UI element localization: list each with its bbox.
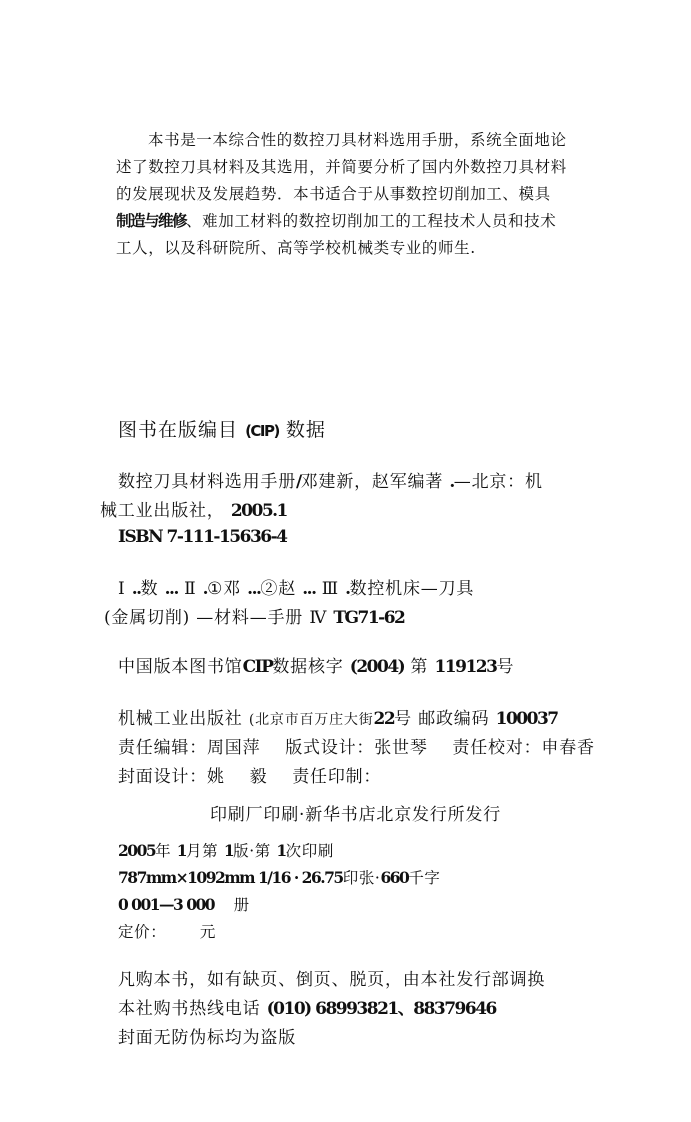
publisher-line (118, 704, 558, 729)
cip-heading-text: 图书在版编目 (118, 419, 239, 441)
copies-line (118, 893, 250, 915)
abstract (0, 0, 691, 260)
garbled-glyphs: 100037 (495, 709, 558, 729)
cip-number-text: 号 (496, 657, 515, 677)
format-line (118, 866, 441, 888)
abstract-line-2: 述了数控刀具材料及其选用，并简要分析了国内外数控刀具材料 (116, 158, 567, 176)
roman-numeral: Ⅰ (118, 579, 126, 599)
format-text: 千字 (408, 869, 441, 887)
price-unit: 元 (199, 923, 216, 941)
garbled-glyphs: 1 (176, 841, 187, 860)
hotline-label: 本社购书热线电话 (118, 999, 261, 1019)
notice-line-1: 凡购本书，如有缺页、倒页、脱页，由本社发行部调换 (118, 970, 546, 990)
cip-number-text: 第 (410, 657, 429, 677)
cip-number-text: 数据核字 (272, 657, 344, 677)
cip-publisher: 械工业出版社， (100, 501, 225, 521)
garbled-glyphs: (2004) (349, 657, 405, 677)
cip-heading (118, 415, 326, 442)
edition-text: 版·第 (233, 842, 271, 860)
garbled-glyphs: 119123 (434, 657, 497, 677)
abstract-line-3: 的发展现状及发展趋势．本书适合于从事数控切削加工、模具 (116, 185, 551, 203)
cip-place: —北京：机 (453, 472, 543, 492)
copies-unit: 册 (233, 896, 250, 914)
price-label: 定价： (118, 923, 167, 941)
garbled-glyphs: TG71-62 (333, 608, 405, 628)
notice-line-2 (118, 994, 496, 1019)
garbled-glyphs: 1 (223, 841, 234, 860)
cip-number-line (118, 652, 514, 677)
cip-line-5 (104, 603, 404, 628)
cip-book-title: 数控刀具材料选用手册 (118, 472, 296, 492)
garbled-glyphs: ... (164, 579, 178, 599)
postcode-label: 邮政编码 (418, 709, 490, 729)
garbled-glyphs: 2005 (118, 841, 156, 860)
price-line (118, 920, 216, 942)
garbled-glyphs: (010) 68993821、88379646 (266, 999, 496, 1019)
cip-subject-text: 数控机床—刀具 (349, 579, 475, 599)
edition-text: 月第 (186, 842, 219, 860)
cip-line-2 (100, 496, 287, 521)
roman-numeral: Ⅱ (184, 579, 197, 599)
format-text: 印张· (342, 869, 381, 887)
garbled-glyphs: CIP (242, 657, 273, 677)
abstract-line-4-text: 、难加工材料的数控切削加工的工程技术人员和技术 (186, 212, 557, 230)
cover-design-line: 封面设计：姚 毅 责任印制： (118, 767, 382, 787)
cip-line-1 (118, 467, 543, 492)
cip-line-4 (118, 574, 474, 599)
garbled-glyphs: / (296, 472, 301, 492)
garbled-glyphs: 2005.1 (230, 501, 287, 521)
editors-line: 责任编辑：周国萍 版式设计：张世琴 责任校对：申春香 (118, 738, 595, 758)
garbled-glyphs: 制造与维修 (116, 211, 187, 230)
abstract-line-1: 本书是一本综合性的数控刀具材料选用手册，系统全面地论 (148, 131, 567, 149)
notice-line-3: 封面无防伪标均为盗版 (118, 1028, 296, 1048)
publisher-address: 号 (394, 709, 412, 729)
roman-numeral: Ⅳ (309, 608, 328, 628)
edition-text: 年 (155, 842, 172, 860)
garbled-glyphs: ... (302, 579, 316, 599)
garbled-glyphs: . (345, 579, 350, 599)
publisher-address: (北京市百万庄大街 (248, 712, 374, 728)
garbled-glyphs: 787mm×1092mm 1/16 · 26.75 (118, 868, 343, 887)
printer-line: 印刷厂印刷·新华书店北京发行所发行 (210, 805, 502, 825)
garbled-glyphs: . (202, 579, 208, 599)
cip-subject-text: 数 (140, 579, 159, 599)
garbled-glyphs: 0 001—3 000 (118, 895, 215, 914)
cip-heading-suffix: 数据 (285, 419, 326, 441)
edition-text: 次印刷 (285, 842, 334, 860)
garbled-glyphs: ISBN 7-111-15636-4 (118, 527, 287, 547)
abstract-line-4 (116, 209, 556, 231)
roman-numeral: Ⅲ (321, 579, 339, 599)
abstract-line-5: 工人，以及科研院所、高等学校机械类专业的师生. (116, 239, 476, 257)
garbled-glyphs: (CIP) (245, 422, 279, 440)
garbled-glyphs: 660 (380, 868, 409, 887)
publisher-name: 机械工业出版社 (118, 709, 243, 729)
cip-number-text: 中国版本图书馆 (118, 657, 243, 677)
cip-subject-text: —材料—手册 (196, 608, 304, 628)
cip-subject-text: (金属切削) (104, 608, 191, 628)
cip-line-3 (118, 527, 287, 547)
cip-subject-text: ②赵 (260, 579, 297, 599)
garbled-glyphs: ... (247, 579, 261, 599)
garbled-glyphs: . (449, 472, 454, 492)
garbled-glyphs: 22 (373, 709, 395, 729)
cip-subject-text: ①邓 (207, 579, 241, 599)
garbled-glyphs: .. (131, 579, 141, 599)
garbled-glyphs: 1 (276, 841, 286, 860)
cip-authors: 邓建新，赵军编著 (300, 472, 444, 492)
edition-line (118, 839, 334, 861)
